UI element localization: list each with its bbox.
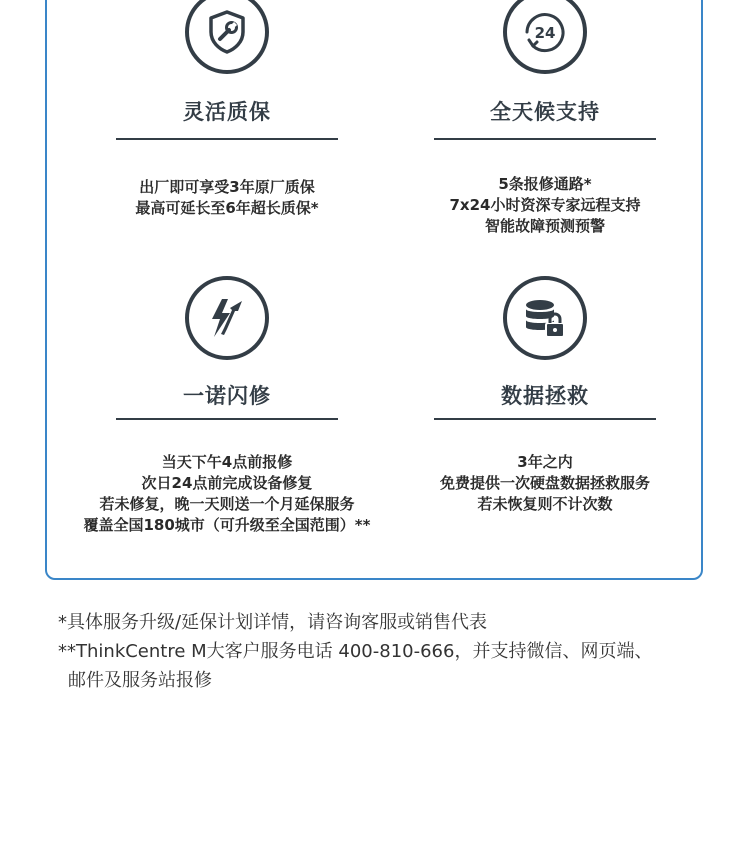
description-line: 若未恢复则不计次数 — [477, 495, 613, 513]
feature-title: 一诺闪修 — [183, 384, 271, 408]
clock-24-icon — [503, 0, 587, 74]
divider — [434, 138, 656, 140]
feature-description — [375, 452, 715, 515]
description-line: 智能故障预测预警 — [484, 217, 605, 235]
description-line: 最高可延长至6年超长质保* — [135, 199, 319, 217]
feature-description — [57, 177, 397, 219]
description-line: 7x24小时资深专家远程支持 — [449, 196, 641, 214]
lightning-screwdriver-icon — [185, 276, 269, 360]
description-line: 覆盖全国180城市（可升级至全国范围）** — [83, 516, 371, 534]
feature-description — [375, 174, 715, 237]
shield-wrench-icon — [185, 0, 269, 74]
description-line: 次日24点前完成设备修复 — [141, 474, 313, 492]
feature-description — [57, 452, 397, 536]
divider — [116, 138, 338, 140]
services-panel — [45, 0, 703, 580]
description-line: 出厂即可享受3年原厂质保 — [139, 178, 315, 196]
description-line: 5条报修通路* — [498, 175, 592, 193]
description-line: 若未修复，晚一天则送一个月延保服务 — [99, 495, 355, 513]
footnote-2-continued: 邮件及服务站报修 — [68, 670, 212, 691]
footnote-2: **ThinkCentre M大客户服务电话 400-810-666，并支持微信、网页端、 — [58, 641, 653, 662]
description-line: 3年之内 — [517, 453, 573, 471]
feature-title: 全天候支持 — [490, 100, 600, 124]
feature-title: 数据拯救 — [501, 384, 589, 408]
footnote-1: *具体服务升级/延保计划详情，请咨询客服或销售代表 — [58, 612, 488, 633]
svg-text:24: 24 — [534, 24, 556, 42]
footnotes — [58, 608, 748, 695]
database-lock-icon — [503, 276, 587, 360]
description-line: 免费提供一次硬盘数据拯救服务 — [439, 474, 650, 492]
description-line: 当天下午4点前报修 — [161, 453, 293, 471]
divider — [434, 418, 656, 420]
feature-title: 灵活质保 — [183, 100, 271, 124]
divider — [116, 418, 338, 420]
